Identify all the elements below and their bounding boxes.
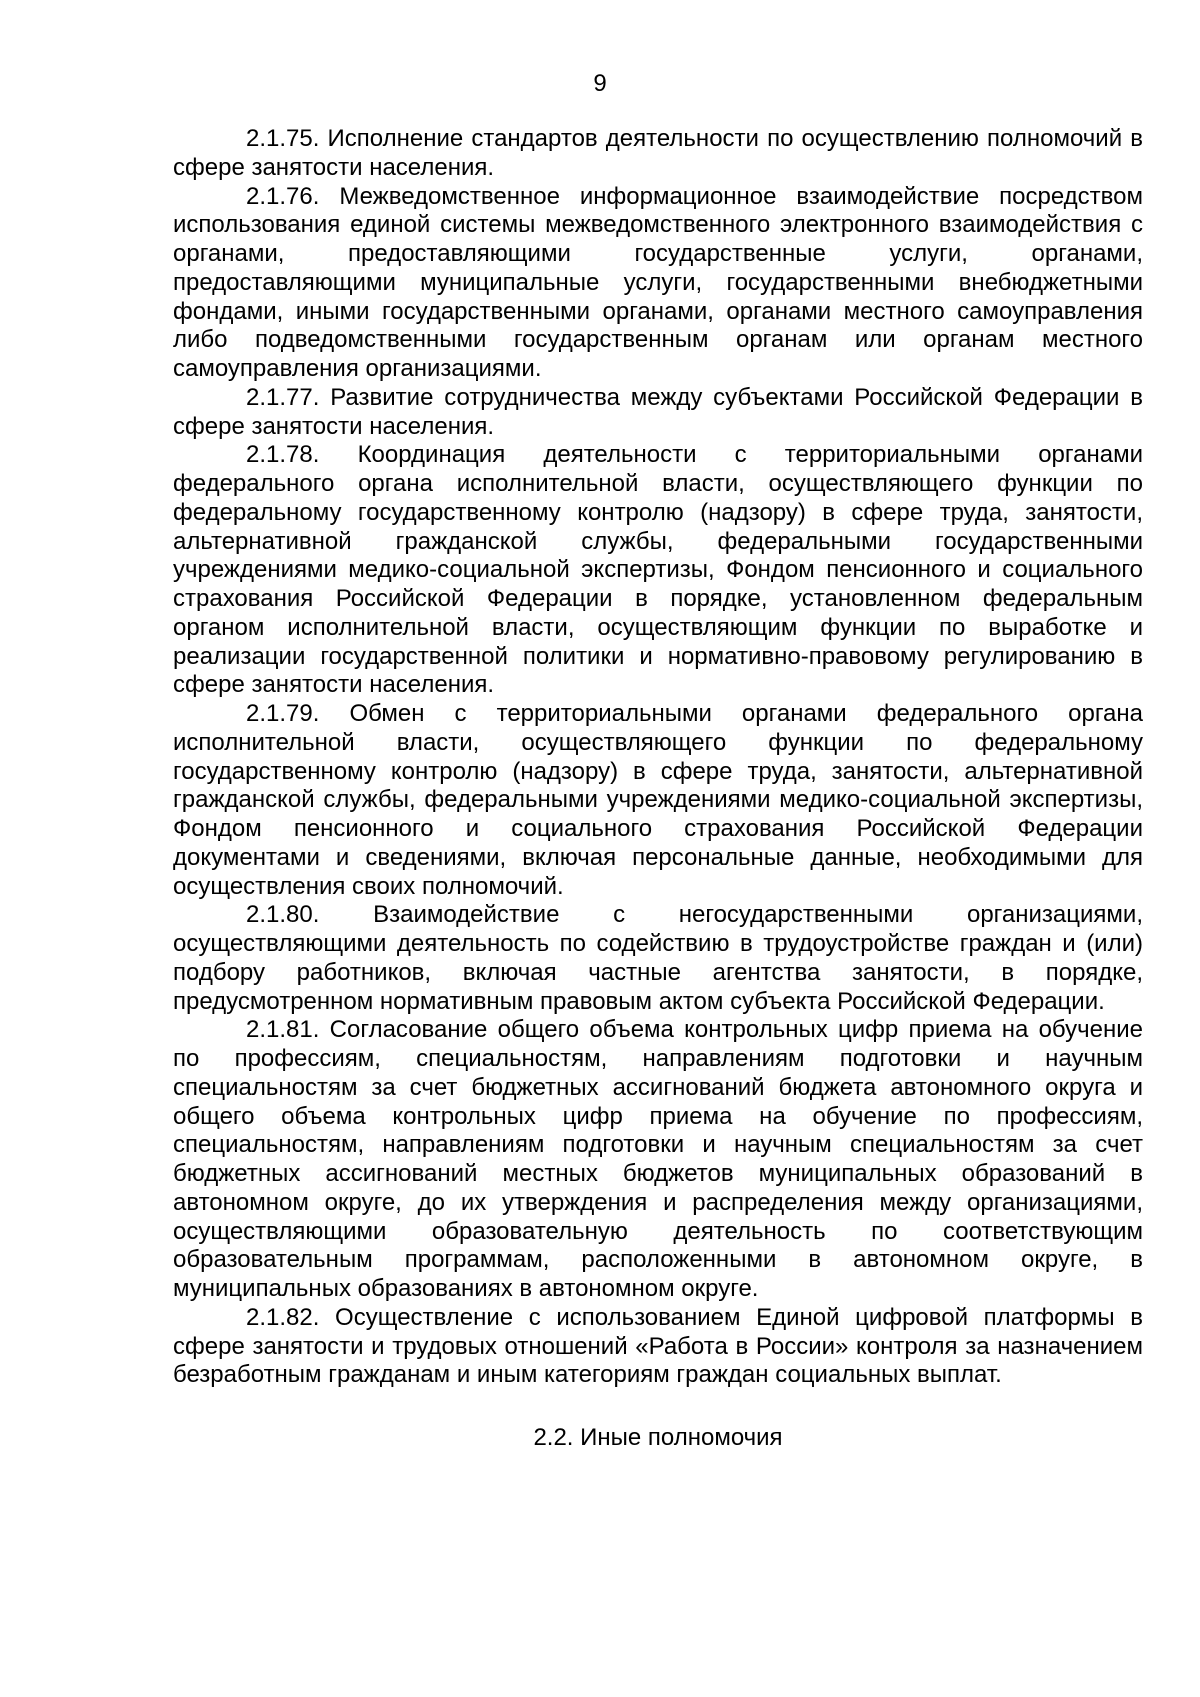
paragraph-number: 2.1.82.	[246, 1303, 320, 1331]
paragraph-text: Координация деятельности с территориальными органами федерального органа исполнительной власти, осуществляющего функции по федеральному государственному контролю (надзору) в сфере труда, занятости, альтернативной гражданской службы, федеральными государственными учреждениями медико-социальной экспертизы, Фондом пенсионного и социального страхования Российской Федерации в порядке, установленном федеральным органом исполнительной власти, осуществляющим функции по выработке и реализации государственной политики и нормативно-правовому регулированию в сфере занятости населения.	[173, 441, 1143, 699]
paragraph-text: Обмен с территориальными органами федерального органа исполнительной власти, осуществляющего функции по федеральному государственному контролю (надзору) в сфере труда, занятости, альтернативной гражданской службы, федеральными учреждениями медико-социальной экспертизы, Фондом пенсионного и социального страхования Российской Федерации документами и сведениями, включая персональные данные, необходимыми для осуществления своих полномочий.	[173, 700, 1143, 900]
paragraph-text: Исполнение стандартов деятельности по осуществлению полномочий в сфере занятости населения.	[173, 125, 1143, 181]
paragraph-number: 2.1.81.	[246, 1016, 320, 1044]
paragraph-number: 2.1.80.	[246, 901, 320, 929]
paragraph-2-1-82	[173, 1304, 1143, 1390]
paragraph-text: Развитие сотрудничества между субъектами Российской Федерации в сфере занятости населения.	[173, 383, 1143, 440]
paragraph-text: Взаимодействие с негосударственными организациями, осуществляющими деятельность по содействию в трудоустройстве граждан и (или) подбору работников, включая частные агентства занятости, в порядке, предусмотренном нормативным правовым актом субъекта Российской Федерации.	[173, 901, 1143, 1015]
paragraph-number: 2.1.76.	[246, 182, 320, 210]
paragraph-number: 2.1.78.	[246, 441, 320, 469]
page-number: 9	[593, 70, 607, 97]
paragraph-2-1-76	[173, 183, 1143, 384]
paragraph-text: Осуществление с использованием Единой цифровой платформы в сфере занятости и трудовых отношений «Работа в России» контроля за назначением безработным гражданам и иным категориям граждан социальных выплат.	[173, 1303, 1143, 1389]
paragraph-2-1-80	[173, 901, 1143, 1016]
paragraph-number: 2.1.75.	[246, 125, 320, 152]
document-body	[173, 125, 1143, 1453]
section-heading: 2.2. Иные полномочия	[533, 1424, 783, 1451]
paragraph-2-1-75	[173, 125, 1143, 183]
paragraph-2-1-77	[173, 384, 1143, 442]
paragraph-2-1-79	[173, 700, 1143, 901]
paragraph-text: Межведомственное информационное взаимодействие посредством использования единой системы межведомственного электронного взаимодействия с органами, предоставляющими государственные услуги, органами, предоставляющими муниципальные услуги, государственными внебюджетными фондами, иными государственными органами, органами местного самоуправления либо подведомственными государственным органам или органам местного самоуправления организациями.	[173, 182, 1144, 382]
paragraph-number: 2.1.77.	[246, 383, 320, 411]
paragraph-2-1-78	[173, 441, 1143, 700]
paragraph-text: Согласование общего объема контрольных цифр приема на обучение по профессиям, специальностям, направлениям подготовки и научным специальностям за счет бюджетных ассигнований бюджета автономного округа и общего объема контрольных цифр приема на обучение по профессиям, специальностям, направлениям подготовки и научным специальностям за счет бюджетных ассигнований местных бюджетов муниципальных образований в автономном округе, до их утверждения и распределения между организациями, осуществляющими образовательную деятельность по соответствующим образовательным программам, расположенными в автономном округе, в муниципальных образованиях в автономном округе.	[173, 1016, 1143, 1302]
paragraph-2-1-81	[173, 1016, 1143, 1304]
paragraph-number: 2.1.79.	[246, 700, 320, 727]
